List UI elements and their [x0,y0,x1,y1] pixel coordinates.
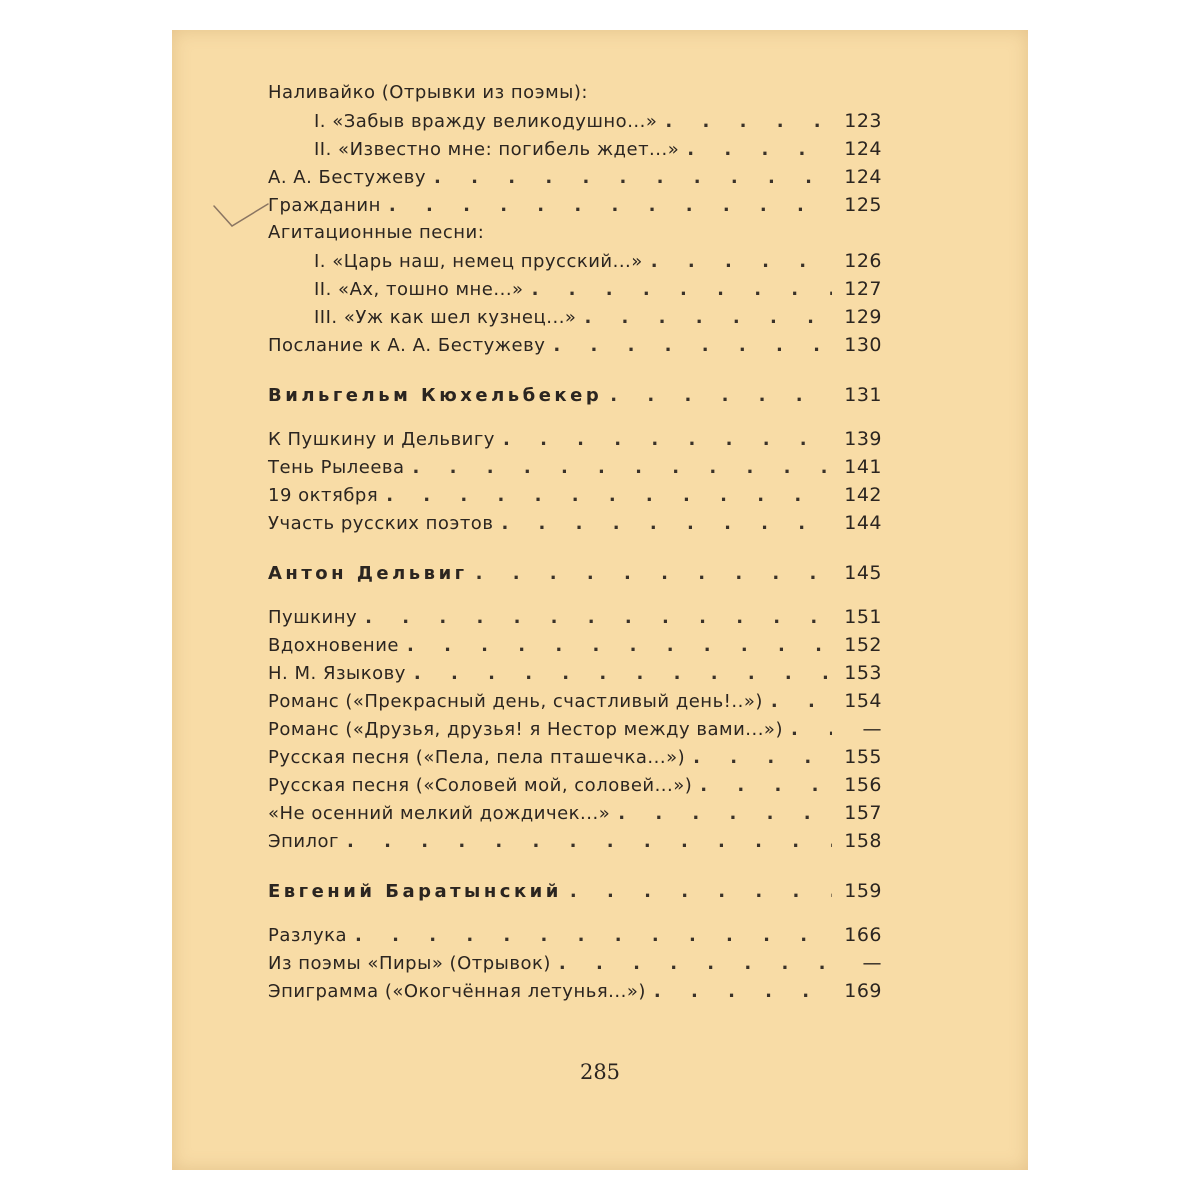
toc-entry-row [268,484,882,512]
dot-leader [413,457,832,478]
toc-title: Гражданин [268,195,381,216]
dot-leader [476,563,832,584]
dot-leader [654,981,832,1002]
dot-leader [700,775,832,796]
dot-leader [365,607,832,628]
toc-page-number: 159 [844,880,882,902]
toc-author-row [268,880,882,910]
toc-page-number: 130 [844,334,882,356]
toc-title: I. «Царь наш, немец прусский...» [314,251,643,272]
toc-page-number: 123 [844,110,882,132]
toc-page-number: 125 [844,194,882,216]
toc-title: Участь русских поэтов [268,513,494,534]
toc-entry-row [268,250,882,278]
toc-page-number: 166 [844,924,882,946]
toc-entry-row [268,802,882,830]
toc-page-number: 131 [844,384,882,406]
toc-title: II. «Известно мне: погибель ждет...» [314,139,680,160]
toc-heading-row [268,222,882,250]
toc-title: Пушкину [268,607,358,628]
toc-entry-row [268,774,882,802]
book-page [172,30,1028,1170]
toc-page-number: 169 [844,980,882,1002]
dot-leader [389,195,832,216]
toc-entry-row [268,980,882,1008]
toc-page-number: 153 [844,662,882,684]
toc-entry-row [268,110,882,138]
toc-page-number: 158 [844,830,882,852]
toc-title: Романс («Друзья, друзья! я Нестор между вами...») [268,719,783,740]
toc-page-number: 124 [844,138,882,160]
toc-title: Вдохновение [268,635,399,656]
toc-title: Из поэмы «Пиры» (Отрывок) [268,953,551,974]
toc-title: Разлука [268,925,348,946]
dot-leader [434,167,832,188]
toc-entry-row [268,606,882,634]
toc-page-number: — [862,952,882,974]
toc-page-number: 124 [844,166,882,188]
toc-page-number: 127 [844,278,882,300]
toc-title: II. «Ах, тошно мне...» [314,279,524,300]
toc-title: Вильгельм Кюхельбекер [268,385,603,406]
dot-leader [651,251,832,272]
dot-leader [559,953,832,974]
dot-leader [386,485,832,506]
dot-leader [553,335,832,356]
toc-page-number: 126 [844,250,882,272]
toc-title: Русская песня («Соловей мой, соловей...») [268,775,693,796]
dot-leader [501,513,832,534]
toc-page-number: 129 [844,306,882,328]
toc-page-number: 141 [844,456,882,478]
dot-leader [414,663,832,684]
toc-page-number: 142 [844,484,882,506]
toc-title: Тень Рылеева [268,457,405,478]
toc-entry-row [268,194,882,222]
toc-entry-row [268,334,882,362]
toc-title: 19 октября [268,485,379,506]
toc-entry-row [268,718,882,746]
dot-leader [347,831,832,852]
toc-page-number: 152 [844,634,882,656]
toc-entry-row [268,952,882,980]
toc-title: Агитационные песни: [268,222,485,243]
toc-author-row [268,384,882,414]
toc-title: Послание к А. А. Бестужеву [268,335,546,356]
toc-page-number: 154 [844,690,882,712]
dot-leader [771,691,832,712]
dot-leader [791,719,832,740]
toc-title: Антон Дельвиг [268,563,468,584]
toc-entry-row [268,512,882,540]
dot-leader [532,279,832,300]
toc-title: А. А. Бестужеву [268,167,427,188]
toc-page-number: 144 [844,512,882,534]
page-number: 285 [579,1060,621,1084]
toc-entry-row [268,662,882,690]
dot-leader [618,803,832,824]
toc-entry-row [268,690,882,718]
toc-title: К Пушкину и Дельвигу [268,429,495,450]
toc-page-number: — [862,718,882,740]
toc-entry-row [268,830,882,858]
toc-title: Эпиграмма («Окогчённая летунья...») [268,981,646,1002]
toc-page-number: 157 [844,802,882,824]
dot-leader [503,429,832,450]
dot-leader [584,307,832,328]
dot-leader [610,385,832,406]
toc-title: Романс («Прекрасный день, счастливый день!..») [268,691,763,712]
pencil-check-mark [210,196,272,236]
dot-leader [687,139,832,160]
toc-heading-row [268,82,882,110]
toc-title: I. «Забыв вражду великодушно...» [314,111,658,132]
toc-author-row [268,562,882,592]
toc-title: «Не осенний мелкий дождичек...» [268,803,611,824]
toc-entry-row [268,278,882,306]
toc-title: Эпилог [268,831,340,852]
toc-entry-row [268,634,882,662]
toc-page-number: 145 [844,562,882,584]
toc-page-number: 155 [844,746,882,768]
toc-title: Евгений Баратынский [268,881,562,902]
toc-title: Наливайко (Отрывки из поэмы): [268,82,588,103]
dot-leader [693,747,832,768]
toc-title: Н. М. Языкову [268,663,406,684]
toc-page-number: 151 [844,606,882,628]
toc-entry-row [268,306,882,334]
toc-entry-row [268,924,882,952]
table-of-contents [268,82,882,1008]
toc-page-number: 156 [844,774,882,796]
dot-leader [665,111,832,132]
toc-entry-row [268,428,882,456]
toc-page-number: 139 [844,428,882,450]
toc-entry-row [268,166,882,194]
dot-leader [407,635,832,656]
toc-entry-row [268,456,882,484]
dot-leader [570,881,832,902]
toc-title: III. «Уж как шел кузнец...» [314,307,577,328]
toc-entry-row [268,746,882,774]
toc-entry-row [268,138,882,166]
dot-leader [355,925,832,946]
toc-title: Русская песня («Пела, пела пташечка...») [268,747,686,768]
